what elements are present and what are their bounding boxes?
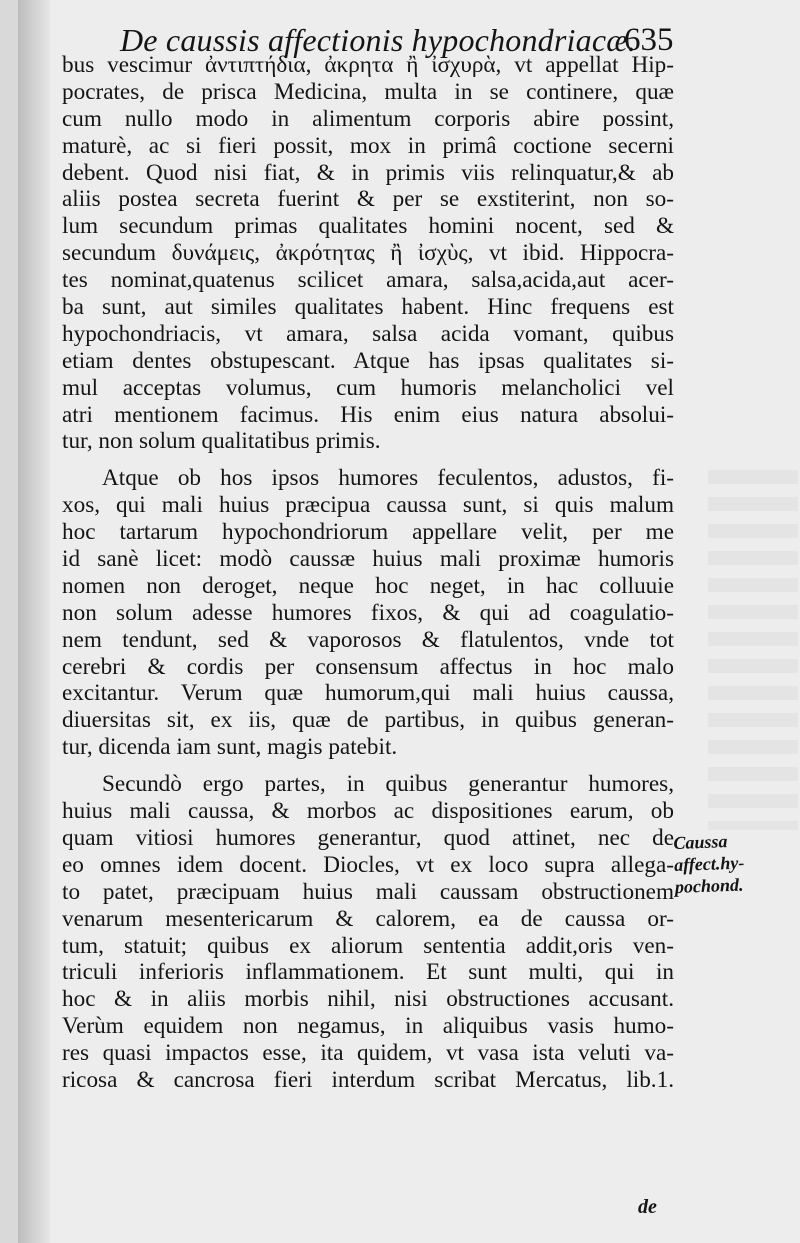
text-line: hypochondriacis, vt amara, salsa acida vomant, quibus <box>62 320 674 347</box>
text-line: atri mentionem facimus. His enim eius natura absolui- <box>62 401 674 428</box>
text-line: tur, dicenda iam sunt, magis patebit. <box>62 734 398 761</box>
text-line: res quasi impactos esse, ita quidem, vt vasa ista veluti va- <box>62 1040 674 1067</box>
text-line: hoc & in aliis morbis nihil, nisi obstructiones accusant. <box>62 986 674 1013</box>
text-line: bus vescimur ἀντιπτήδια, ἀκρητα ἢ ἰσχυρὰ, vt appellat Hip- <box>62 52 674 78</box>
text-line: huius mali caussa, & morbos ac dispositiones earum, ob <box>62 798 674 825</box>
text-line: xos, qui mali huius præcipua caussa sunt, si quis malum <box>62 492 674 519</box>
marginal-note <box>673 828 800 898</box>
text-line: cerebri & cordis per consensum affectus in hoc malo <box>62 653 674 680</box>
paragraph-gap <box>62 455 674 465</box>
paragraph-gap <box>62 761 674 771</box>
page-gutter-shadow <box>18 0 50 1243</box>
text-line: triculi inferioris inflammationem. Et sunt multi, qui in <box>62 959 674 986</box>
text-line: diuersitas sit, ex iis, quæ de partibus, in quibus generan- <box>62 707 674 734</box>
text-line: eo omnes idem docent. Diocles, vt ex loco supra allega- <box>62 851 674 878</box>
paragraph-2 <box>62 465 674 761</box>
text-line: quam vitiosi humores generantur, quod attinet, nec de <box>62 824 674 851</box>
text-line: mul acceptas volumus, cum humoris melancholici vel <box>62 374 674 401</box>
text-line: lum secundum primas qualitates homini nocent, sed & <box>62 213 674 240</box>
show-through-bleed <box>708 470 798 830</box>
marginal-note-line: affect.hy- <box>673 852 745 875</box>
catchword: de <box>638 1196 657 1218</box>
marginal-note-line: pochond. <box>674 874 744 897</box>
text-line: ricosa & cancrosa fieri interdum scribat Mercatus, lib.1. <box>62 1066 674 1093</box>
text-line: cum nullo modo in alimentum corporis abire possint, <box>62 105 674 132</box>
text-line: aliis postea secreta fuerint & per se exstiterint, non so- <box>62 186 674 213</box>
text-line: maturè, ac si fieri possit, mox in primâ coctione secerni <box>62 132 674 159</box>
text-line: secundum δυνάμεις, ἀκρότητας ἢ ἰσχὺς, vt ibid. Hippocra- <box>62 240 674 267</box>
text-line: etiam dentes obstupescant. Atque has ipsas qualitates si- <box>62 347 674 374</box>
text-line: Atque ob hos ipsos humores feculentos, adustos, fi- <box>102 465 674 492</box>
text-line: debent. Quod nisi fiat, & in primis viis relinquatur,& ab <box>62 159 674 186</box>
marginal-note-line: Caussa <box>673 831 728 853</box>
text-line: to patet, præcipuam huius mali caussam obstructionem <box>62 878 674 905</box>
text-line: nem tendunt, sed & vaporosos & flatulentos, vnde tot <box>62 626 674 653</box>
text-line: hoc tartarum hypochondriorum appellare velit, per me <box>62 519 674 546</box>
text-line: venarum mesentericarum & calorem, ea de caussa or- <box>62 905 674 932</box>
paragraph-3 <box>62 771 674 1094</box>
text-line: nomen non deroget, neque hoc neget, in hac colluuie <box>62 572 674 599</box>
page-number: 635 <box>624 22 674 58</box>
text-line: pocrates, de prisca Medicina, multa in se continere, quæ <box>62 78 674 105</box>
text-line: id sanè licet: modò caussæ huius mali proximæ humoris <box>62 546 674 573</box>
book-page <box>18 0 800 1243</box>
body-text <box>62 52 674 1094</box>
text-line: tum, statuit; quibus ex aliorum sententia addit,oris ven- <box>62 932 674 959</box>
text-line: non solum adesse humores fixos, & qui ad coagulatio- <box>62 599 674 626</box>
text-line: ba sunt, aut similes qualitates habent. Hinc frequens est <box>62 294 674 321</box>
paragraph-1 <box>62 52 674 455</box>
text-line: tes nominat,quatenus scilicet amara, salsa,acida,aut acer- <box>62 267 674 294</box>
text-line: Secundò ergo partes, in quibus generantur humores, <box>102 771 674 798</box>
text-line: excitantur. Verum quæ humorum,qui mali huius caussa, <box>62 680 674 707</box>
text-line: tur, non solum qualitatibus primis. <box>62 428 381 455</box>
running-head: De caussis affectionis hypochondriacæ. <box>120 22 636 58</box>
text-line: Verùm equidem non negamus, in aliquibus vasis humo- <box>62 1013 674 1040</box>
